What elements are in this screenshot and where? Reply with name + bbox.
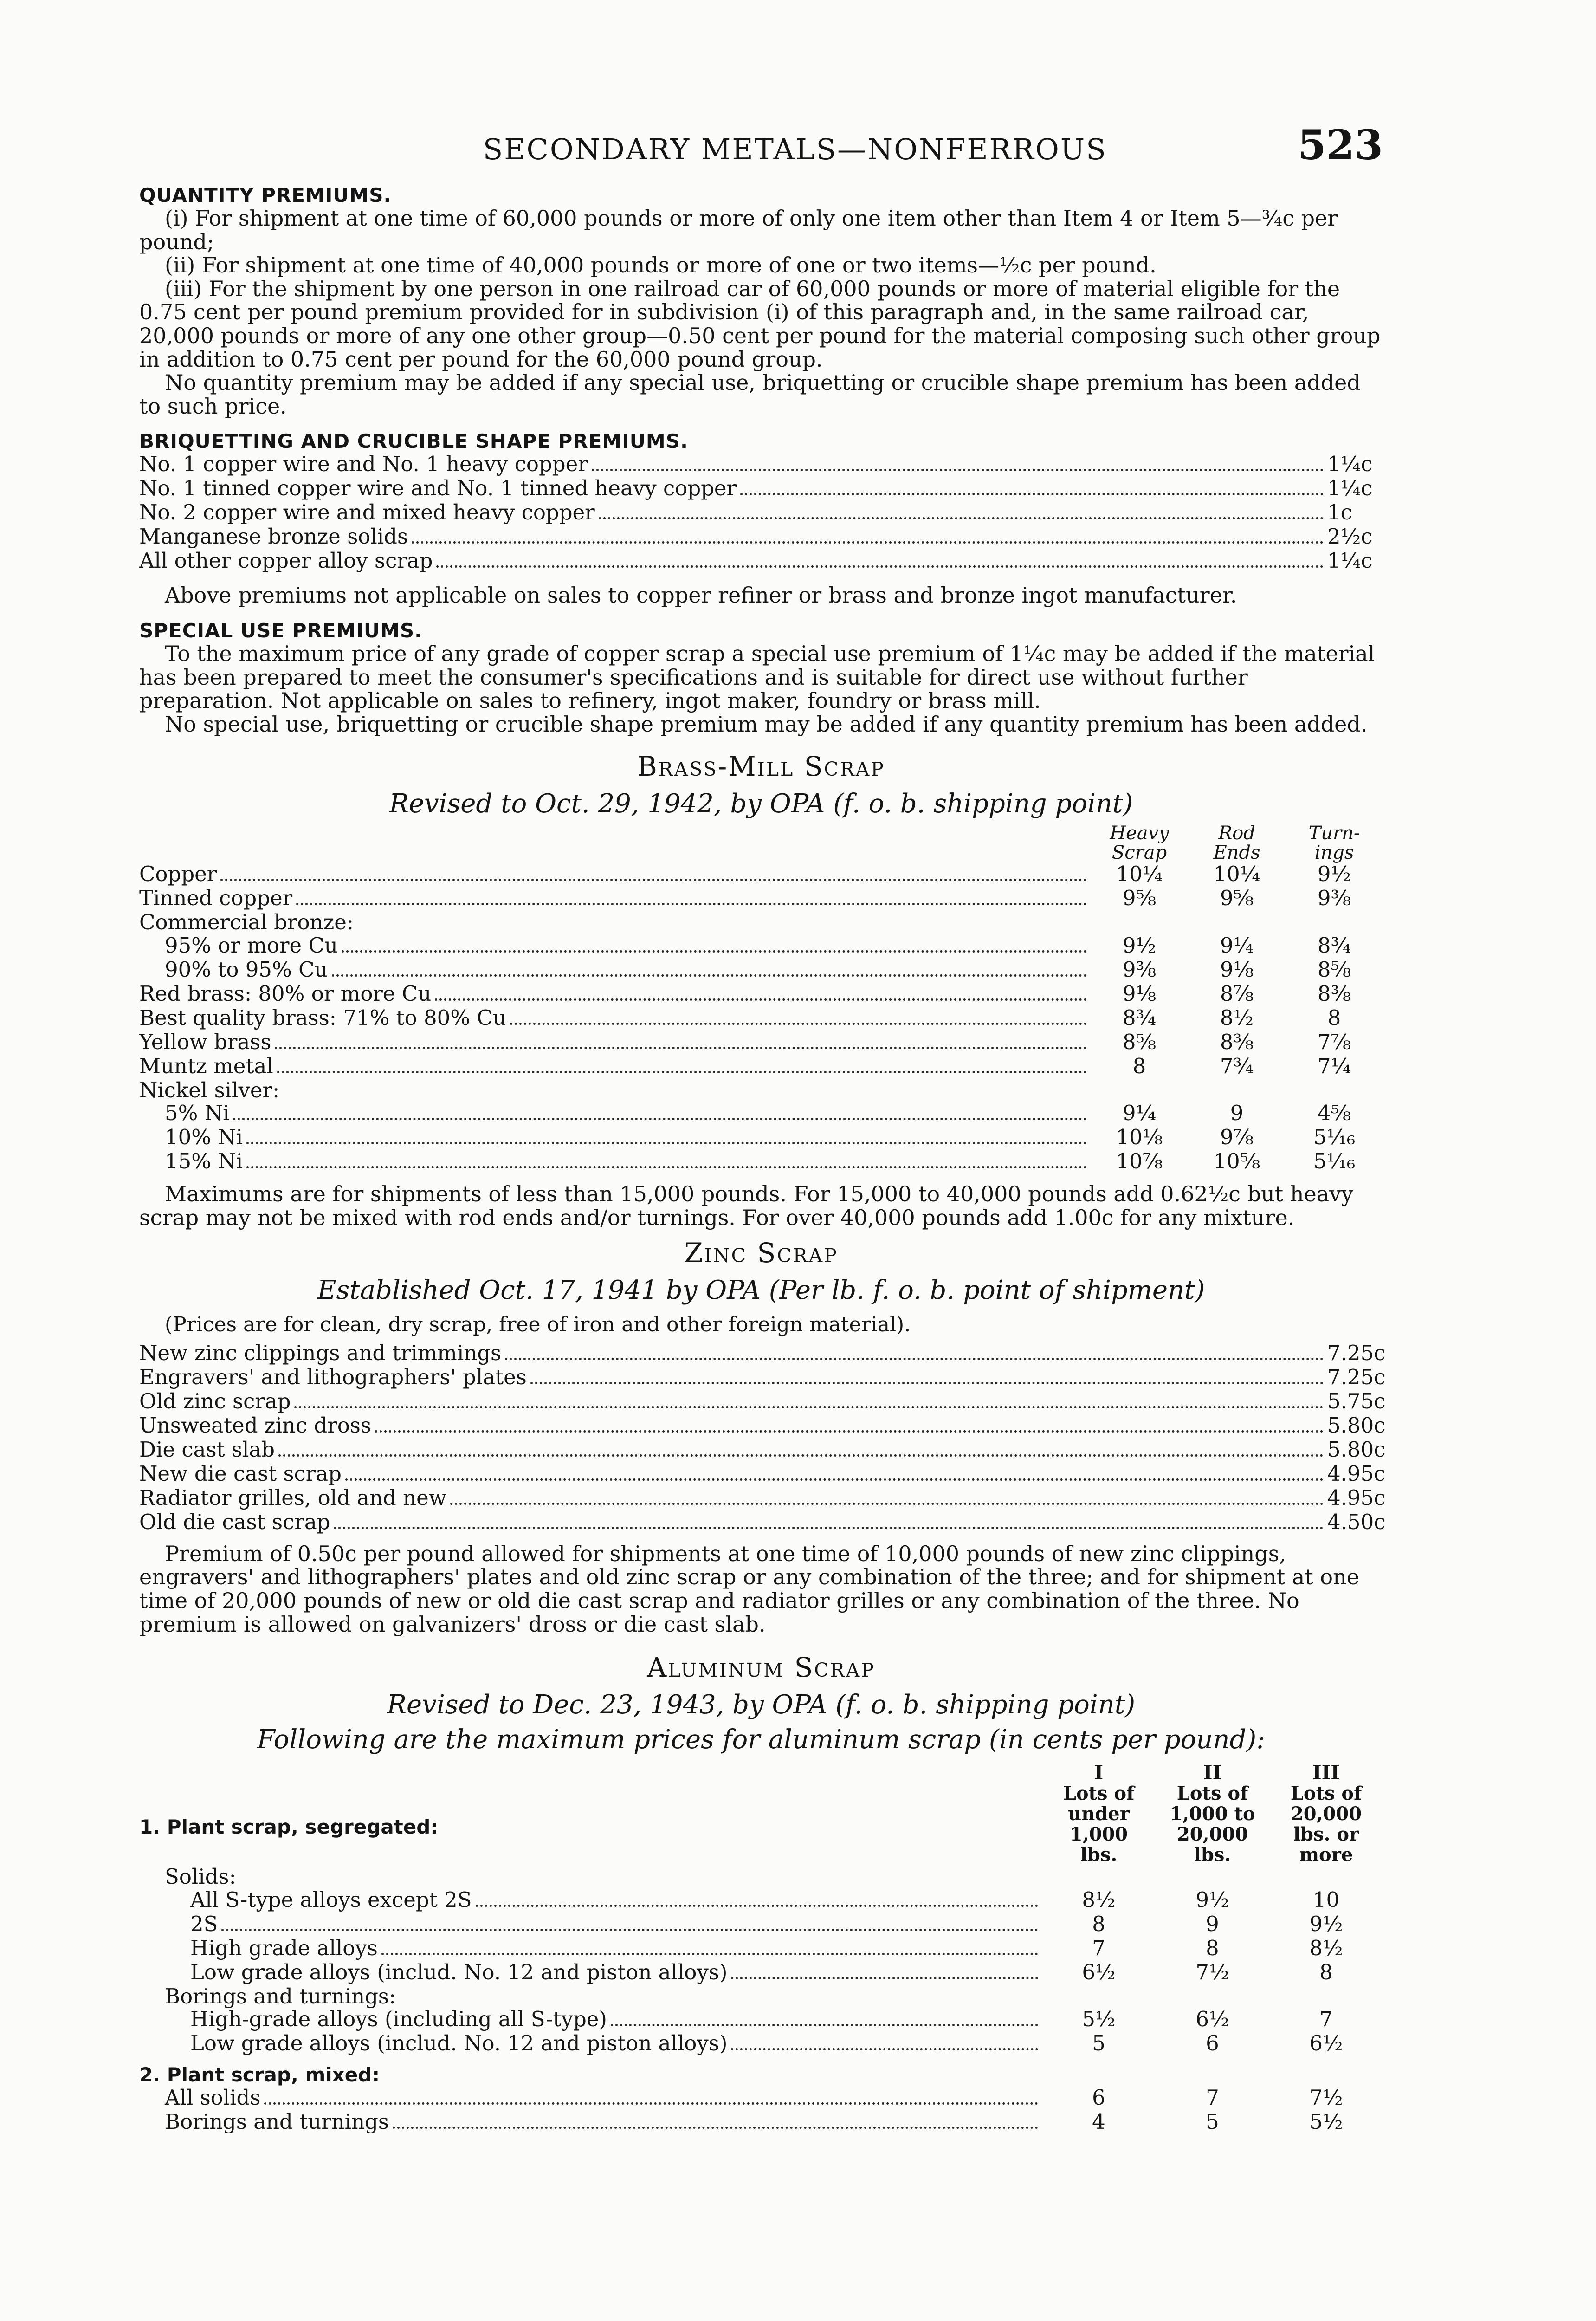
table-row: Copper 10¼ 10¼ 9½ [139,862,1351,887]
brass-mill-subtitle: Revised to Oct. 29, 1942, by OPA (f. o. b. shipping point) [389,789,1133,819]
briquetting-heading: BRIQUETTING AND CRUCIBLE SHAPE PREMIUMS. [139,430,688,453]
column-header-lots-under-1000: Lots of under 1,000 lbs. [1063,1783,1135,1866]
list-item: No. 1 copper wire and No. 1 heavy copper 1¼c [139,452,1373,477]
aluminum-column-headers [1042,1783,1383,1865]
column-header-lots-20000-more: Lots of 20,000 lbs. or more [1290,1783,1362,1866]
table-row: Muntz metal 8 7¾ 7¼ [139,1053,1351,1078]
special-use-heading: SPECIAL USE PREMIUMS. [139,619,423,642]
table-row: Tinned copper 9⅝ 9⅝ 9⅜ [139,886,1351,911]
table-row: All solids 6 7 7½ [165,2085,1343,2110]
briquetting-note: Above premiums not applicable on sales to copper refiner or brass and bronze ingot manufacturer. [165,583,1237,608]
list-item: Manganese bronze solids 2½c [139,524,1373,549]
list-item: Old die cast scrap 4.50c [139,1509,1386,1534]
group1-heading: 1. Plant scrap, segregated: [139,1815,439,1839]
zinc-note-top: (Prices are for clean, dry scrap, free of iron and other foreign material). [165,1312,911,1336]
special-use-para-1: To the maximum price of any grade of copper scrap a special use premium of 1¼c may be added if the material has been prepared to meet the consumer's specifications and is suitable for direct use without further preparation. Not applicable on sales to refinery, ingot maker, foundry or brass mill. [139,641,1375,713]
quantity-premiums-heading: QUANTITY PREMIUMS. [139,184,392,207]
zinc-subtitle: Established Oct. 17, 1941 by OPA (Per lb. f. o. b. point of shipment) [317,1275,1205,1305]
table-row: Borings and turnings: [165,1984,396,2009]
column-header-heavy-scrap: Heavy Scrap [1110,823,1169,864]
table-row: Commercial bronze: [139,910,354,935]
brass-mill-note: Maximums are for shipments of less than 15,000 pounds. For 15,000 to 40,000 pounds add 0.62½c but heavy scrap may not be mixed with rod ends and/or turnings. For over 40,000 pounds add 1.00c for any mixture. [139,1181,1354,1230]
column-header-lots-1000-20000: Lots of 1,000 to 20,000 lbs. [1170,1783,1255,1866]
table-row: High grade alloys 7 8 8½ [190,1935,1343,1960]
table-row: 2S 8 9 9½ [190,1911,1343,1936]
column-header-iii: III [1312,1761,1340,1784]
aluminum-table [139,1865,1383,2134]
table-row: 90% to 95% Cu 9⅜ 9⅛ 8⅝ [165,957,1351,982]
running-head: SECONDARY METALS—NONFERROUS [483,132,1107,166]
table-row: Red brass: 80% or more Cu 9⅛ 8⅞ 8⅜ [139,981,1351,1006]
aluminum-subtitle: Revised to Dec. 23, 1943, by OPA (f. o. b. shipping point) [387,1690,1136,1720]
zinc-note: Premium of 0.50c per pound allowed for shipments at one time of 10,000 pounds of new zinc clippings, engravers' and lithographers' plates and old zinc scrap or any combination of the three; and for shipment at one time of 20,000 pounds of new or old die cast scrap and radiator grilles or any combination of the three. No premium is allowed on galvanizers' dross or die cast slab. [139,1541,1359,1637]
quantity-para-2: (ii) For shipment at one time of 40,000 pounds or more of one or two items—½c per pound. [165,253,1157,278]
list-item: Unsweated zinc dross 5.80c [139,1413,1386,1438]
table-row: Best quality brass: 71% to 80% Cu 8¾ 8½ 8 [139,1005,1341,1030]
special-use-para-2: No special use, briquetting or crucible shape premium may be added if any quantity premium has been added. [165,711,1368,737]
list-item: No. 2 copper wire and mixed heavy copper 1c [139,500,1352,525]
quantity-para-3: (iii) For the shipment by one person in one railroad car of 60,000 pounds or more of material eligible for the 0.75 cent per pound premium provided for in subdivision (i) of this paragraph and, in the same railroad car, 20,000 pounds or more of any one other group—0.50 cent per pound for the material composing such other group in addition to 0.75 cent per pound for the 60,000 pound group. [139,276,1381,372]
list-item: Radiator grilles, old and new 4.95c [139,1485,1386,1510]
table-row: All S-type alloys except 2S 8½ 9½ 10 [190,1887,1340,1912]
list-item: All other copper alloy scrap 1¼c [139,548,1373,573]
table-row: Yellow brass 8⅝ 8⅜ 7⅞ [139,1029,1351,1054]
table-row: Low grade alloys (includ. No. 12 and piston alloys) 5 6 6½ [190,2031,1343,2056]
list-item: New zinc clippings and trimmings 7.25c [139,1340,1386,1365]
list-item: Engravers' and lithographers' plates 7.25c [139,1364,1386,1389]
column-header-ii: II [1203,1761,1222,1784]
table-row: 5% Ni 9¼ 9 4⅝ [165,1101,1351,1126]
aluminum-header-block [139,1783,1383,1865]
table-row: High-grade alloys (including all S-type) 5½ 6½ 7 [190,2007,1333,2032]
page-header [139,121,1383,172]
table-row: Low grade alloys (includ. No. 12 and piston alloys) 6½ 7½ 8 [190,1959,1333,1984]
zinc-title: Zinc Scrap [684,1237,838,1269]
brass-mill-title: Brass-Mill Scrap [637,751,885,783]
brass-mill-table [139,862,1383,1174]
quantity-para-4: No quantity premium may be added if any special use, briquetting or crucible shape premium has been added to such price. [139,370,1361,419]
list-item: New die cast scrap 4.95c [139,1461,1386,1486]
group2-heading: 2. Plant scrap, mixed: [139,2063,380,2087]
aluminum-column-numerals [139,1762,1383,1783]
table-row: Nickel silver: [139,1077,280,1102]
page-content [139,121,1386,2134]
column-header-turnings: Turn- ings [1308,823,1360,864]
page-number: 523 [1298,121,1383,169]
list-item: Die cast slab 5.80c [139,1437,1386,1462]
column-header-i: I [1094,1761,1104,1784]
list-item: Old zinc scrap 5.75c [139,1388,1386,1413]
brass-column-headers [139,823,1383,862]
table-row: 15% Ni 10⅞ 10⅝ 5⅟₁₆ [165,1149,1356,1174]
column-header-rod-ends: Rod Ends [1213,823,1260,864]
briquetting-list [139,453,1383,573]
table-row: 10% Ni 10⅛ 9⅞ 5⅟₁₆ [165,1125,1356,1150]
aluminum-intro: Following are the maximum prices for aluminum scrap (in cents per pound): [257,1725,1266,1755]
table-row: Solids: [165,1864,236,1889]
table-row: Borings and turnings 4 5 5½ [165,2109,1343,2134]
quantity-para-1: (i) For shipment at one time of 60,000 pounds or more of only one item other than Item 4 or Item 5—¾c per pound; [139,206,1338,254]
list-item: No. 1 tinned copper wire and No. 1 tinned heavy copper 1¼c [139,476,1373,501]
aluminum-title: Aluminum Scrap [647,1652,875,1684]
zinc-list [139,1340,1386,1535]
table-row: 95% or more Cu 9½ 9¼ 8¾ [165,933,1351,958]
